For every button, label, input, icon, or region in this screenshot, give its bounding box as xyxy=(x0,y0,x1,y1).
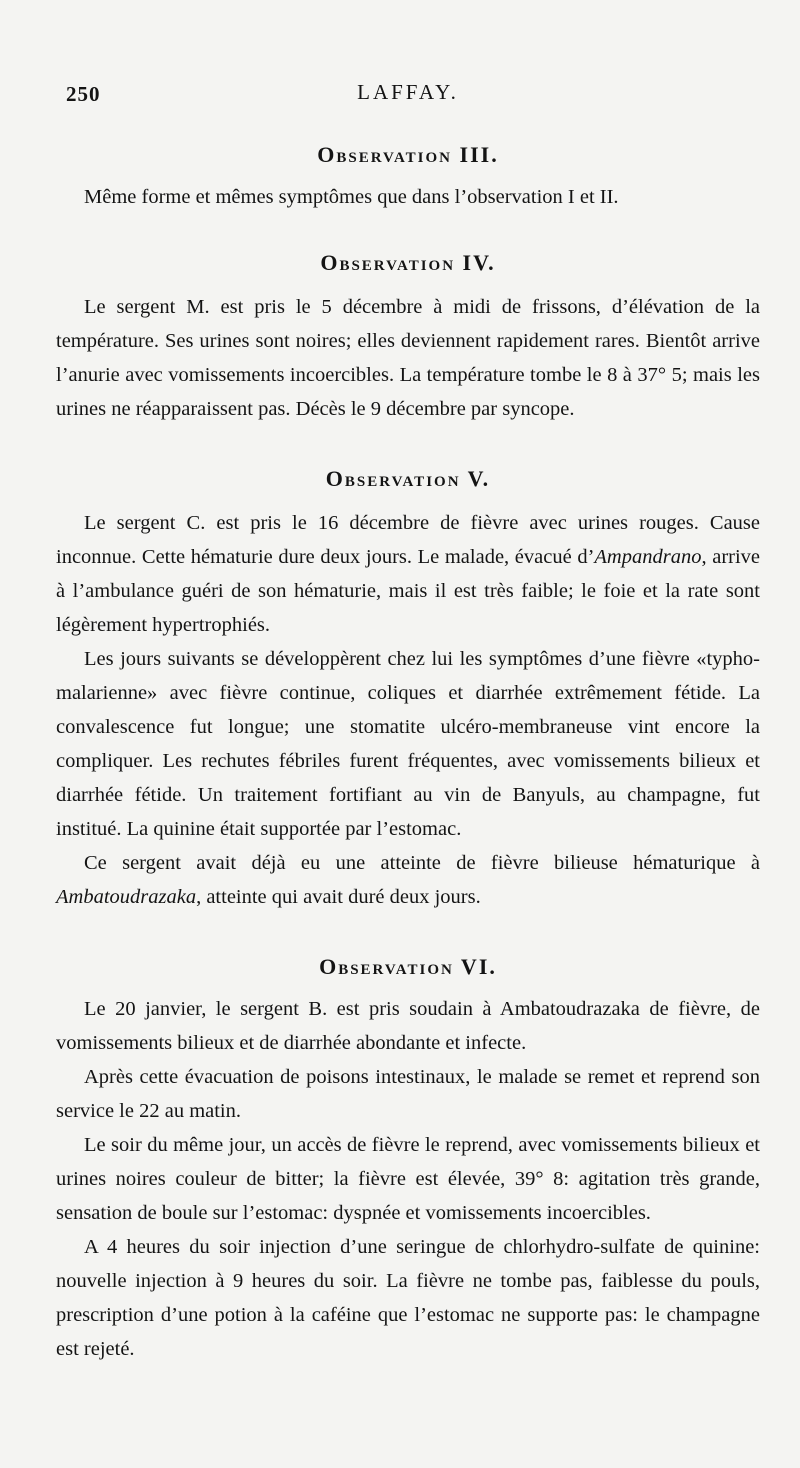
observation-6-paragraph-1: Le 20 janvier, le sergent B. est pris soudain à Ambatoudrazaka de fièvre, de vomissements bilieux et de diarrhée abondante et infecte. xyxy=(56,998,760,1054)
running-head xyxy=(56,70,760,110)
observation-5-text: Ce sergent avait déjà eu une atteinte de fièvre bilieuse hématurique à xyxy=(84,852,760,874)
observation-5-paragraph-2: Les jours suivants se développèrent chez lui les symptômes d’une fièvre «typho-malarienne» avec fièvre continue, coliques et diarrhée extrêmement fétide. La convalescence fut longue; une stomatite ulcéro-membraneuse vint encore la compliquer. Les rechutes fébriles furent fréquentes, avec vomissements bilieux et diarrhée fétide. Un traitement fortifiant au vin de Banyuls, au champagne, fut institué. La quinine était supportée par l’estomac. xyxy=(56,648,760,840)
observation-6-paragraph-3: Le soir du même jour, un accès de fièvre le reprend, avec vomissements bilieux et urines noires couleur de bitter; la fièvre est élevée, 39° 8: agitation très grande, sensation de boule sur l’estomac: dyspnée et vomissements incoercibles. xyxy=(56,1134,760,1224)
observation-4-paragraph: Le sergent M. est pris le 5 décembre à midi de frissons, d’élévation de la température. Ses urines sont noires; elles deviennent rapidement rares. Bientôt arrive l’anurie avec vomissements incoercibles. La température tombe le 8 à 37° 5; mais les urines ne réapparaissent pas. Décès le 9 décembre par syncope. xyxy=(56,296,760,420)
observation-6-paragraph-2: Après cette évacuation de poisons intestinaux, le malade se remet et reprend son service le 22 au matin. xyxy=(56,1066,760,1122)
observation-3-paragraph: Même forme et mêmes symptômes que dans l’observation I et II. xyxy=(84,186,619,208)
page-number: 250 xyxy=(66,82,101,106)
observation-4-heading: Observation IV. xyxy=(320,250,496,275)
place-name-ampandrano: Ampandrano xyxy=(594,546,702,568)
observation-5-heading: Observation V. xyxy=(325,466,491,491)
observation-6-heading: Observation VI. xyxy=(319,954,497,979)
observation-5-paragraph-3 xyxy=(56,846,760,914)
observation-5-paragraph-1 xyxy=(56,506,760,642)
observation-5-text: , atteinte qui avait duré deux jours. xyxy=(196,886,481,908)
observation-6-paragraph-4: A 4 heures du soir injection d’une seringue de chlorhydro-sulfate de quinine: nouvelle injection à 9 heures du soir. La fièvre ne tombe pas, faiblesse du pouls, prescription d’une potion à la caféine que l’estomac ne supporte pas: le champagne est rejeté. xyxy=(56,1236,760,1360)
place-name-ambatoudrazaka: Ambatoudrazaka xyxy=(56,886,197,908)
observation-5-text: Le sergent C. est pris le 16 décembre de fièvre avec urines rouges. Cause inconnue. Cette hématurie dure deux jours. Le malade, évacué d’ xyxy=(56,512,760,568)
observation-3-heading: Observation III. xyxy=(317,142,499,167)
observation-5-text: , arrive à l’ambulance guéri de son hématurie, mais il est très faible; le foie et la rate sont légèrement hypertrophiés. xyxy=(56,546,761,636)
running-title: LAFFAY. xyxy=(357,80,459,104)
